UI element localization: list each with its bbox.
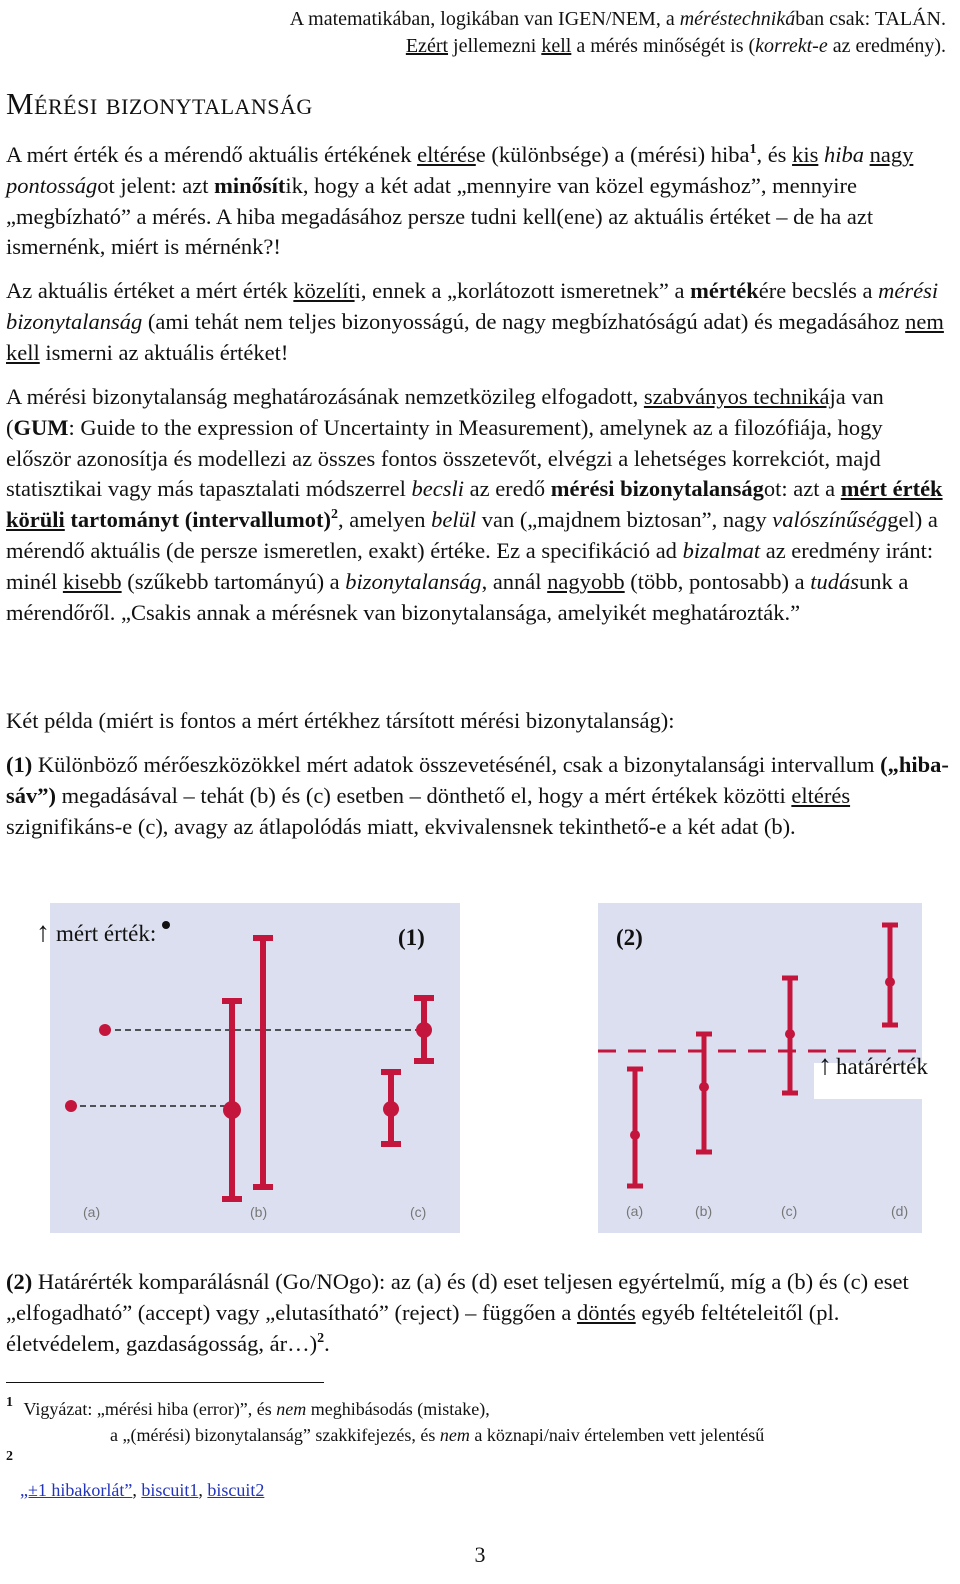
link-biscuit1[interactable]: biscuit1 xyxy=(141,1480,199,1500)
paragraph-error-definition: A mért érték és a mérendő aktuális értékének eltérése (különbsége) a (mérési) hiba$^1$, és kis hiba nagy pontosságot jelent: azt minősítik, hogy a két adat „mennyire van közel egymáshoz”, mennyire „megbízható” a mérés. A hiba megadásához persze tudni kell(ene) az aktuális értéket – de ha azt ismernénk, miért is mérnénk?! xyxy=(6,142,914,260)
point-2d xyxy=(885,977,895,987)
error-bar-figure xyxy=(0,895,960,1240)
footnote-2: $^2$ „±1 hibakorlát”, biscuit1, biscuit2 xyxy=(6,1449,265,1500)
axis-label-2c: (c) xyxy=(781,1203,798,1219)
footnote-ref-1: 1 xyxy=(749,142,757,157)
footnote-separator xyxy=(6,1382,324,1383)
up-arrow-icon: ↑ xyxy=(818,1050,832,1081)
limit-label: ↑ határérték xyxy=(818,1050,928,1081)
section-title: Mérési bizonytalanság xyxy=(6,86,313,121)
axis-label-2a: (a) xyxy=(626,1203,644,1219)
axis-label-a: (a) xyxy=(83,1204,101,1220)
page-number: 3 xyxy=(474,1542,486,1567)
errorbar-2a xyxy=(627,1069,643,1186)
panel-1-svg xyxy=(50,903,460,1233)
errorbar-b-wide xyxy=(253,938,273,1187)
link-hibakorlat[interactable]: „±1 hibakorlát” xyxy=(20,1480,133,1500)
axis-label-2b: (b) xyxy=(695,1203,713,1219)
paragraph-two-examples: Két példa (miért is fontos a mért értékhez társított mérési bizonytalanság): xyxy=(6,708,675,733)
header-line-2: Ezért jellemezni kell a mérés minőségét is (korrekt-e az eredmény). xyxy=(405,35,946,57)
axis-label-c: (c) xyxy=(410,1204,427,1220)
footnote-ref-2: 2 xyxy=(330,507,338,523)
paragraph-gum: A mérési bizonytalanság meghatározásának nemzetközileg elfogadott, szabványos technikája van (GUM: Guide to the expression of Uncertainty in Measurement), amelynek az a filozófiája, hogy először azonosítja és modellezi az összes fontos összetevőt, elvégzi a lehetséges korrekciót, majd statisztikai vagy más tapasztalati módszerrel becsli az eredő mérési bizonytalanságot: azt a mért érték körüli tartományt (intervallumot)$^2$, amelyen belül van („majdnem biztosan”, nagy valószínűséggel) a mérendő aktuális (de persze ismeretlen, exakt) értéke. Ez a specifikáció ad bizalmat az eredmény iránt: minél kisebb (szűkebb tartományú) a bizonytalanság, annál nagyobb (több, pontosabb) a tudásunk a mérendőről. „Csakis annak a mérésnek van bizonytalansága, amelyikét meghatározták.” xyxy=(6,384,943,625)
point-2a xyxy=(630,1130,640,1140)
legend: ↑ mért érték: xyxy=(36,917,170,949)
paragraph-example-2: (2) Határérték komparálásnál (Go/NOgo): az (a) és (d) eset teljesen egyértelmű, míg a (b) és (c) eset „elfogadható” (accept) vagy „elutasítható” (reject) – függően a döntés egyéb feltételeitől (pl. életvédelem, gazdaságosság, ár…)$^2$. xyxy=(6,1269,909,1356)
axis-label-b: (b) xyxy=(250,1204,268,1220)
figure-panel-1 xyxy=(50,903,460,1233)
footnote-1-line-2: a „(mérési) bizonytalanság” szakkifejezés, és nem a köznapi/naiv értelemben vett jelentésű xyxy=(110,1425,765,1445)
point-b-reference xyxy=(99,1024,111,1036)
header-line-1: A matematikában, logikában van IGEN/NEM, a méréstechnikában csak: TALÁN. xyxy=(289,8,946,30)
page-header xyxy=(290,6,946,60)
point-c xyxy=(383,1101,399,1117)
figure-label-1: (1) xyxy=(398,925,425,950)
point-2b xyxy=(699,1082,709,1092)
paragraph-uncertainty-estimate: Az aktuális értéket a mért érték közelíti, ennek a „korlátozott ismeretnek” a mértékére becslés a mérési bizonytalanság (ami tehát nem teljes bizonyosságú, de nagy megbízhatóságú adat) és megadásához nem kell ismerni az aktuális értéket! xyxy=(6,278,944,365)
axis-label-2d: (d) xyxy=(891,1203,909,1219)
point-c-ref xyxy=(416,1022,432,1038)
footnote-ref-2b: 2 xyxy=(317,1330,325,1346)
point-marker-icon xyxy=(162,921,170,929)
point-2c xyxy=(785,1029,795,1039)
footnote-1: $^1$ Vigyázat: „mérési hiba (error)”, és nem meghibásodás (mistake), a „(mérési) bizonytalanság” szakkifejezés, és nem a köznapi/naiv értelemben vett jelentésű xyxy=(6,1396,946,1448)
up-arrow-icon: ↑ xyxy=(36,917,50,948)
figure-label-2: (2) xyxy=(616,925,643,950)
errorbar-2d xyxy=(882,925,898,1025)
link-biscuit2[interactable]: biscuit2 xyxy=(207,1480,265,1500)
point-b xyxy=(223,1101,241,1119)
paragraph-example-1: (1) Különböző mérőeszközökkel mért adatok összevetésénél, csak a bizonytalansági intervallum („hiba-sáv”) megadásával – tehát (b) és (c) esetben – dönthető el, hogy a mért értékek közötti eltérés szignifikáns-e (c), avagy az átlapolódás miatt, ekvivalensnek tekinthető-e a két adat (b). xyxy=(6,752,949,839)
point-a xyxy=(65,1100,77,1112)
